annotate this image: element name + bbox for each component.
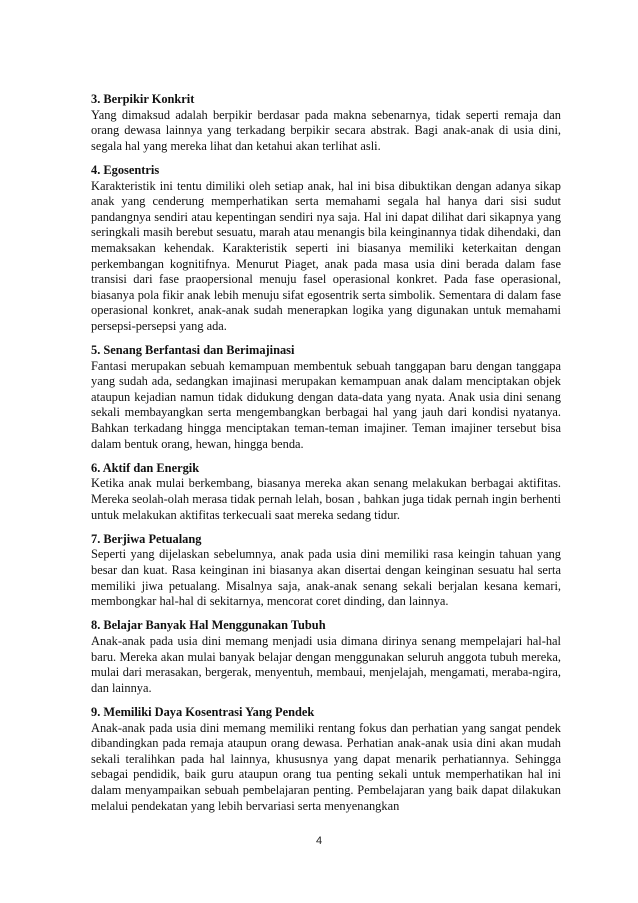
section-egosentris: [91, 163, 561, 335]
section-heading: 7. Berjiwa Petualang: [91, 531, 202, 546]
section-berjiwa-petualang: [91, 532, 561, 610]
page-content: [91, 92, 561, 823]
section-heading: 5. Senang Berfantasi dan Berimajinasi: [91, 343, 295, 358]
section-heading: 3. Berpikir Konkrit: [91, 92, 195, 106]
section-belajar-tubuh: [91, 618, 561, 696]
section-senang-berfantasi: [91, 343, 561, 452]
section-body: Fantasi merupakan sebuah kemampuan membentuk sebuah tanggapan baru dengan tanggapa yang sudah ada, sedangkan imajinasi merupakan kemampuan anak dalam menciptakan objek ataupun kejadian namun tidak didukung dengan data-data yang nyata. Anak usia dini senang sekali membayangkan serta mengembangkan berbagai hal yang jauh dari kondisi nyatanya. Bahkan terkadang hingga menciptakan teman-teman imajiner. Teman imajiner tersebut bisa dalam bentuk orang, hewan, hingga benda.: [91, 358, 561, 451]
section-berpikir-konkrit: [91, 92, 561, 154]
section-heading: 9. Memiliki Daya Kosentrasi Yang Pendek: [91, 704, 315, 719]
section-body: Anak-anak pada usia dini memang memiliki rentang fokus dan perhatian yang sangat pendek dibandingkan pada remaja ataupun orang dewasa. Perhatian anak-anak usia dini akan mudah sekali teralihkan pada hal lainnya, khususnya yang dapat menarik perhatiannya. Sehingga sebagai pendidik, baik guru ataupun orang tua penting sekali untuk memperhatikan hal ini dalam menyampaikan sebuah pembelajaran penting. Pembelajaran yang baik dapat dilakukan melalui pendekatan yang lebih bervariasi serta menyenangkan: [91, 720, 561, 813]
section-body: Ketika anak mulai berkembang, biasanya mereka akan senang melakukan berbagai aktifitas. Mereka seolah-olah merasa tidak pernah lelah, bosan , bahkan juga tidak pernah ingin berhenti untuk melakukan aktifitas terkecuali saat mereka sedang tidur.: [91, 476, 561, 522]
section-heading: 6. Aktif dan Energik: [91, 460, 200, 475]
section-body: Seperti yang dijelaskan sebelumnya, anak pada usia dini memiliki rasa keingin tahuan yang besar dan kuat. Rasa keinginan ini biasanya akan disertai dengan keinginan sesuatu hal serta memiliki jiwa petualang. Misalnya saja, anak-anak senang sekali berjalan kesana kemari, membongkar hal-hal di sekitarnya, mencorat coret dinding, dan lainnya.: [91, 547, 561, 609]
section-daya-kosentrasi: [91, 705, 561, 814]
section-heading: 4. Egosentris: [91, 162, 160, 177]
section-body: Anak-anak pada usia dini memang menjadi usia dimana dirinya senang mempelajari hal-hal baru. Mereka akan mulai banyak belajar dengan menggunakan seluruh anggota tubuh mereka, mulai dari merasakan, bergerak, menyentuh, membaui, menjelajah, mengamati, meraba-ngira, dan lainnya.: [91, 633, 561, 695]
page-number: 4: [315, 835, 323, 847]
section-body: Yang dimaksud adalah berpikir berdasar pada makna sebenarnya, tidak seperti remaja dan orang dewasa lainnya yang terkadang berpikir secara abstrak. Bagi anak-anak di usia dini, segala hal yang mereka lihat dan ketahui akan terlihat asli.: [91, 107, 561, 153]
section-body: Karakteristik ini tentu dimiliki oleh setiap anak, hal ini bisa dibuktikan dengan adanya sikap anak yang cenderung memperhatikan serta memahami segala hal hanya dari sisi sudut pandangnya sendiri atau kepentingan sendiri nya saja. Hal ini dapat dilihat dari sikapnya yang seringkali masih berebut sesuatu, marah atau menangis bila keinginannya tidak dihendaki, dan memaksakan kehendak. Karakteristik seperti ini biasanya memiliki keterkaitan dengan perkembangan kognitifnya. Menurut Piaget, anak pada masa usia dini berada dalam fase transisi dari fase praopersional menuju fasel operasional konkret. Pada fase operasional, biasanya pola fikir anak lebih menuju sifat egosentrik serta simbolik. Sementara di dalam fase operasional konkret, anak-anak sudah menerapkan logika yang digunakan untuk memahami persepsi-persepsi yang ada.: [91, 178, 561, 333]
section-heading: 8. Belajar Banyak Hal Menggunakan Tubuh: [91, 618, 326, 633]
section-aktif-energik: [91, 461, 561, 523]
